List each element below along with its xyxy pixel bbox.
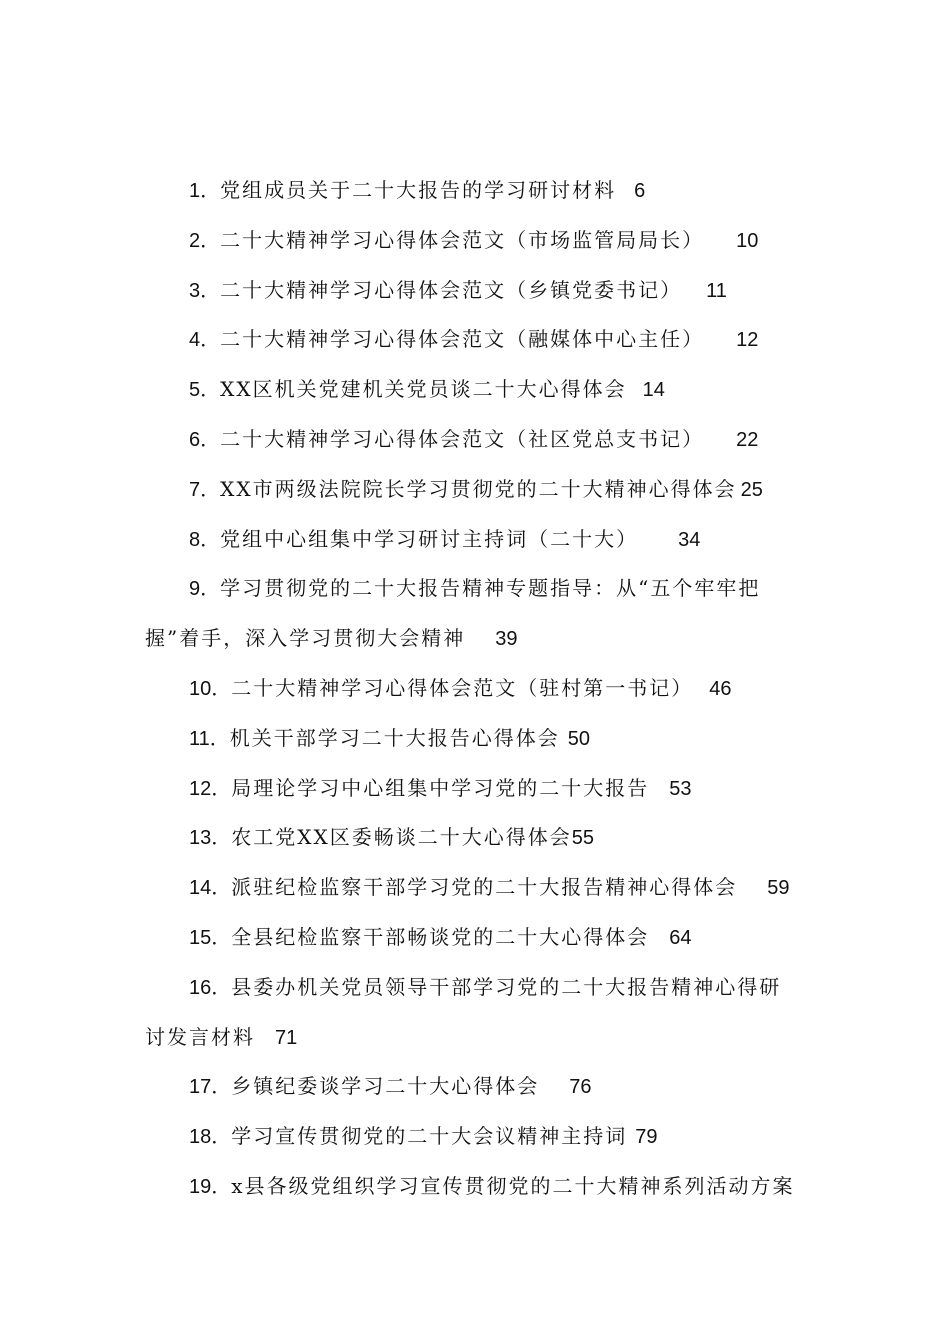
- toc-entry-title: XX区机关党建机关党员谈二十大心得体会: [220, 377, 627, 402]
- toc-entry-page: 39: [495, 628, 518, 651]
- toc-entry-number: 5．: [189, 379, 221, 402]
- toc-entry-page: 55: [571, 827, 594, 850]
- toc-entry-number: 15．: [189, 926, 232, 949]
- toc-entry-14[interactable]: [145, 863, 810, 913]
- toc-entry-title-continued: 讨发言材料: [145, 1024, 255, 1049]
- toc-entry-title: 机关干部学习二十大报告心得体会: [229, 725, 560, 750]
- toc-entry-page: 64: [669, 926, 692, 949]
- toc-entry-title: 全县纪检监察干部畅谈党的二十大心得体会: [231, 924, 650, 949]
- toc-entry-title: 局理论学习中心组集中学习党的二十大报告: [231, 775, 650, 800]
- toc-entry-title: 二十大精神学习心得体会范文（市场监管局局长）: [220, 227, 705, 252]
- toc-entry-11[interactable]: [145, 714, 810, 764]
- toc-entry-number: 3．: [189, 279, 221, 302]
- toc-entry-page: 10: [736, 229, 759, 252]
- toc-entry-title: 学习宣传贯彻党的二十大会议精神主持词: [231, 1124, 628, 1149]
- toc-entry-number: 12．: [189, 777, 232, 800]
- toc-entry-page: 76: [569, 1076, 592, 1099]
- toc-entry-15[interactable]: [145, 913, 810, 963]
- toc-entry-title: 二十大精神学习心得体会范文（乡镇党委书记）: [220, 277, 683, 302]
- toc-entry-number: 14．: [189, 877, 232, 900]
- toc-entry-10[interactable]: [145, 664, 810, 714]
- toc-entry-number: 16．: [189, 976, 232, 999]
- toc-entry-title: x县各级党组织学习宣传贯彻党的二十大精神系列活动方案: [231, 1173, 795, 1198]
- toc-entry-title: 派驻纪检监察干部学习党的二十大报告精神心得体会: [231, 875, 738, 900]
- toc-entry-title: 二十大精神学习心得体会范文（融媒体中心主任）: [220, 327, 705, 352]
- toc-entry-number: 7．: [189, 478, 221, 501]
- toc-entry-number: 2．: [189, 229, 221, 252]
- toc-entry-page: 22: [736, 428, 759, 451]
- toc-entry-page: 34: [678, 528, 701, 551]
- toc-entry-page: 12: [736, 329, 759, 352]
- toc-entry-7[interactable]: [145, 465, 810, 515]
- toc-entry-title: 农工党XX区委畅谈二十大心得体会: [231, 825, 572, 850]
- toc-entry-title: 党组成员关于二十大报告的学习研讨材料: [220, 178, 617, 202]
- toc-entry-8[interactable]: [145, 515, 810, 565]
- toc-entry-title: 县委办机关党员领导干部学习党的二十大报告精神心得研: [231, 974, 782, 999]
- toc-entry-title-continued: 握”着手，深入学习贯彻大会精神: [145, 626, 466, 651]
- toc-entry-9-continued[interactable]: [145, 614, 810, 664]
- table-of-contents: [145, 166, 810, 1212]
- toc-entry-title: XX市两级法院院长学习贯彻党的二十大精神心得体会: [220, 476, 737, 501]
- toc-entry-3[interactable]: [145, 266, 810, 316]
- toc-entry-title: 学习贯彻党的二十大报告精神专题指导：从“五个牢牢把: [220, 576, 761, 601]
- toc-entry-17[interactable]: [145, 1062, 810, 1112]
- toc-entry-number: 18．: [189, 1126, 232, 1149]
- toc-entry-page: 6: [634, 180, 646, 202]
- toc-entry-number: 10．: [189, 677, 232, 700]
- toc-entry-page: 25: [740, 478, 763, 501]
- toc-entry-number: 11．: [189, 727, 230, 750]
- toc-entry-4[interactable]: [145, 315, 810, 365]
- toc-entry-19[interactable]: [145, 1162, 810, 1212]
- toc-entry-number: 6．: [189, 428, 221, 451]
- toc-entry-page: 71: [275, 1026, 298, 1049]
- toc-entry-page: 53: [669, 777, 692, 800]
- toc-entry-number: 17．: [189, 1076, 232, 1099]
- toc-entry-page: 14: [642, 379, 665, 402]
- toc-entry-13[interactable]: [145, 813, 810, 863]
- toc-entry-16-continued[interactable]: [145, 1013, 810, 1063]
- toc-entry-16[interactable]: [145, 963, 810, 1013]
- toc-entry-number: 4．: [189, 329, 221, 352]
- toc-entry-12[interactable]: [145, 764, 810, 814]
- toc-entry-title: 党组中心组集中学习研讨主持词（二十大）: [220, 526, 639, 551]
- toc-entry-5[interactable]: [145, 365, 810, 415]
- toc-entry-number: 19．: [189, 1175, 232, 1198]
- toc-entry-page: 50: [567, 727, 591, 750]
- toc-entry-number: 9．: [189, 578, 221, 601]
- toc-entry-page: 46: [709, 677, 732, 700]
- toc-entry-number: 8．: [189, 528, 221, 551]
- toc-entry-number: 1．: [189, 180, 221, 202]
- toc-entry-number: 13．: [189, 827, 232, 850]
- toc-entry-title: 二十大精神学习心得体会范文（驻村第一书记）: [231, 675, 694, 700]
- toc-entry-9[interactable]: [145, 564, 810, 614]
- toc-entry-title: 二十大精神学习心得体会范文（社区党总支书记）: [220, 426, 705, 451]
- toc-entry-2[interactable]: [145, 216, 810, 266]
- toc-entry-page: 11: [706, 279, 727, 302]
- toc-entry-page: 59: [767, 877, 790, 900]
- toc-entry-18[interactable]: [145, 1112, 810, 1162]
- toc-entry-6[interactable]: [145, 415, 810, 465]
- toc-entry-page: 79: [635, 1126, 658, 1149]
- toc-entry-1[interactable]: [145, 166, 810, 216]
- toc-entry-title: 乡镇纪委谈学习二十大心得体会: [231, 1074, 540, 1099]
